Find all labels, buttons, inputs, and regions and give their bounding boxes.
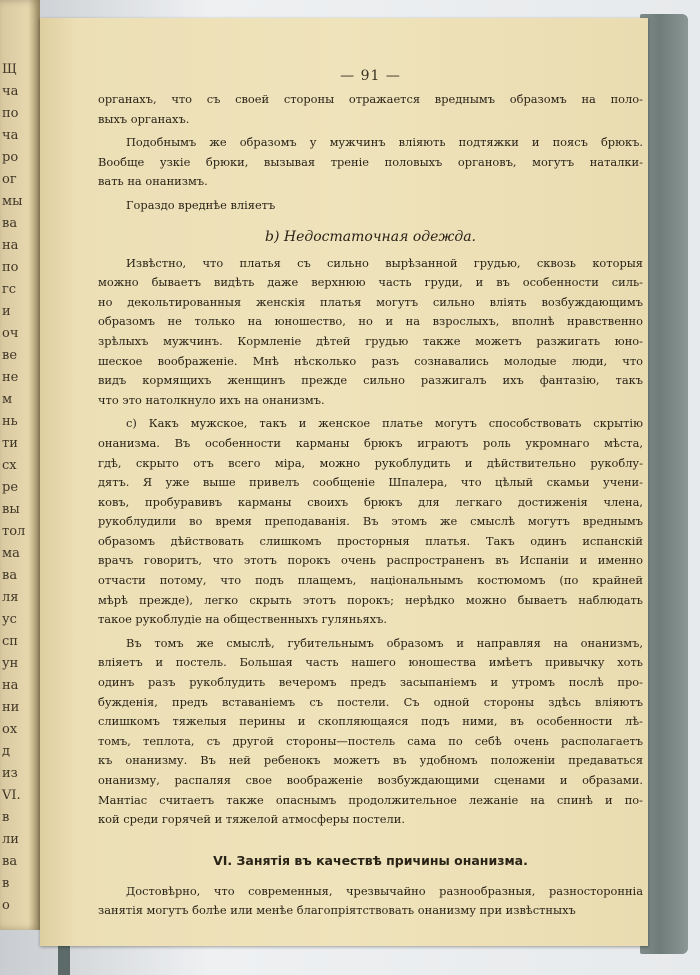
- text-line: томъ, теплота, съ другой стороны—постель сама по себѣ очень располагаетъ: [98, 733, 643, 748]
- prev-page-fragment: ус: [2, 612, 17, 627]
- previous-page-edge: [0, 0, 40, 930]
- text-line: Вообще узкіе брюки, вызывая треніе половыхъ органовъ, могутъ наталки-: [98, 154, 643, 169]
- text-line: шеское воображеніе. Мнѣ нѣсколько разъ сознавались молодые люди, что: [98, 353, 643, 368]
- text-line: но декольтированныя женскія платья могутъ сильно вліять возбуждающимъ: [98, 294, 643, 309]
- text-line: занятія могутъ болѣе или менѣе благопріятствовать онанизму при извѣстныхъ: [98, 903, 576, 918]
- text-line: мѣрѣ прежде), легко скрыть этотъ порокъ; нерѣдко можно бываетъ наблюдать: [98, 592, 643, 607]
- text-line: къ онанизму. Въ ней ребенокъ можетъ въ удобномъ положеніи предаваться: [98, 753, 643, 768]
- text-line: дятъ. Я уже выше привелъ сообщеніе Шпалера, что цѣлый скамьи учени-: [98, 475, 643, 490]
- paragraph: [98, 254, 643, 411]
- section-intro: [98, 90, 643, 220]
- text-line: онанизму, распаляя свое воображеніе возбуждающими сценами и образами.: [98, 773, 643, 787]
- text-line: видъ кормящихъ женщинъ прежде сильно разжигалъ ихъ фантазію, такъ: [98, 373, 643, 388]
- prev-page-fragment: ча: [2, 128, 19, 143]
- text-line: Гораздо вреднѣе вліяетъ: [126, 197, 276, 212]
- text-line: онанизма. Въ особенности карманы брюкъ играютъ роль укромнаго мѣста,: [98, 435, 643, 450]
- text-line: кой среди горячей и тяжелой атмосферы постели.: [98, 812, 405, 827]
- prev-page-fragment: в: [2, 876, 10, 891]
- prev-page-fragment: на: [2, 238, 19, 253]
- text-line: Подобнымъ же образомъ у мужчинъ вліяють подтяжки и поясъ брюкъ.: [126, 135, 643, 150]
- chapter-heading-vi: VI. Занятія въ качествѣ причины онанизма.: [213, 852, 528, 868]
- prev-page-fragment: ве: [2, 348, 18, 363]
- page-text: [98, 68, 643, 925]
- prev-page-fragment: из: [2, 766, 18, 781]
- text-line: вліяетъ и постель. Большая часть нашего юношества имѣетъ привычку хоть: [98, 655, 643, 670]
- paragraph: [98, 414, 643, 630]
- paragraph: [98, 882, 643, 921]
- prev-page-fragment: ти: [2, 436, 18, 451]
- prev-page-fragment: ма: [2, 546, 20, 561]
- prev-page-fragment: д: [2, 744, 11, 759]
- section-vi: [98, 882, 643, 925]
- prev-page-fragment: ча: [2, 84, 19, 99]
- text-line: слишкомъ тяжелыя перины и скопляющаяся подъ ними, въ особенности лѣ-: [98, 714, 643, 729]
- prev-page-fragment: в: [2, 810, 10, 825]
- prev-page-fragment: ли: [2, 832, 19, 847]
- prev-page-fragment: тол: [2, 524, 26, 539]
- prev-page-fragment: ва: [2, 216, 18, 231]
- prev-page-fragment: ва: [2, 568, 18, 583]
- paragraph: [98, 634, 643, 830]
- book-page: [40, 18, 648, 946]
- paragraph: [98, 90, 643, 129]
- prev-page-fragment: ро: [2, 150, 19, 165]
- text-line: выхъ органахъ.: [98, 111, 190, 126]
- subheading-b: b) Недостаточная одежда.: [264, 228, 476, 245]
- prev-page-fragment: оч: [2, 326, 19, 341]
- text-line: вать на онанизмъ.: [98, 174, 208, 189]
- text-line: образомъ не только на юношество, но и на взрослыхъ, вполнѣ нравственно: [98, 314, 643, 329]
- text-line: бужденія, предъ вставаніемъ съ постели. Съ одной стороны здѣсь вліяютъ: [98, 694, 643, 709]
- prev-page-fragment: нь: [2, 414, 18, 429]
- text-line: Мантіас считаетъ также опаснымъ продолжительное лежаніе на спинѣ и по-: [98, 792, 643, 807]
- prev-page-fragment: по: [2, 260, 19, 275]
- text-line: Достовѣрно, что современныя, чрезвычайно разнообразныя, разносторонніа: [126, 883, 643, 898]
- text-line: Извѣстно, что платья съ сильно вырѣзанной грудью, сквозь которыя: [126, 255, 643, 270]
- text-line: отчасти потому, что подъ плащемъ, національнымъ костюмомъ (по крайней: [98, 573, 643, 588]
- text-line: врачъ говоритъ, что этотъ порокъ очень распространенъ въ Испаніи и именно: [98, 553, 643, 568]
- text-line: можно бываетъ видѣть даже верхнюю часть груди, и въ особенности силь-: [98, 275, 643, 290]
- text-line: одинъ разъ рукоблудить вечеромъ предъ засыпаніемъ и утромъ послѣ про-: [98, 675, 643, 690]
- text-line: такое рукоблудіе на общественныхъ гуляньяхъ.: [98, 612, 388, 627]
- text-line: зрѣлыхъ мужчинъ. Кормленіе дѣтей грудью также можетъ разжигать юно-: [98, 333, 643, 348]
- prev-page-fragment: о: [2, 898, 10, 913]
- page-number: — 91 —: [340, 68, 401, 84]
- text-line: ковъ, пробуравивъ карманы своихъ брюкъ для легкаго достиженія члена,: [98, 494, 643, 509]
- prev-page-fragment: мы: [2, 194, 23, 209]
- prev-page-fragment: ре: [2, 480, 19, 495]
- prev-page-fragment: сп: [2, 634, 18, 649]
- text-line: рукоблудили во время преподаванія. Въ этомъ же смыслѣ могутъ вреднымъ: [98, 514, 643, 529]
- prev-page-fragment: вы: [2, 502, 20, 517]
- prev-page-fragment: ва: [2, 854, 18, 869]
- prev-page-fragment: по: [2, 106, 19, 121]
- prev-page-fragment: ог: [2, 172, 17, 187]
- prev-page-fragment: на: [2, 678, 19, 693]
- text-line: органахъ, что съ своей стороны отражается вреднымъ образомъ на поло-: [98, 92, 643, 106]
- text-line: гдѣ, скрыто отъ всего міра, можно рукоблудить и дѣйствительно рукоблу-: [98, 455, 643, 470]
- prev-page-fragment: ох: [2, 722, 18, 737]
- prev-page-fragment: не: [2, 370, 19, 385]
- book-spine-tab: [58, 945, 70, 975]
- prev-page-fragment: сх: [2, 458, 17, 473]
- prev-page-fragment: ни: [2, 700, 20, 715]
- prev-page-fragment: ун: [2, 656, 19, 671]
- section-b: [98, 254, 643, 834]
- prev-page-fragment: гс: [2, 282, 17, 297]
- prev-page-fragment: Щ: [2, 62, 17, 77]
- prev-page-fragment: ля: [2, 590, 19, 605]
- text-line: образомъ дѣйствовать слишкомъ просторныя платья. Такъ одинъ испанскій: [98, 533, 643, 548]
- text-line: Въ томъ же смыслѣ, губительнымъ образомъ и направляя на онанизмъ,: [126, 635, 643, 650]
- text-line: c) Какъ мужское, такъ и женское платье могутъ способствовать скрытію: [126, 416, 643, 431]
- paragraph: [98, 196, 643, 216]
- paragraph: [98, 133, 643, 192]
- prev-page-fragment: м: [2, 392, 13, 407]
- prev-page-fragment: и: [2, 304, 11, 319]
- prev-page-fragment: VI.: [2, 788, 21, 803]
- text-line: что это натолкнуло ихъ на онанизмъ.: [98, 392, 325, 407]
